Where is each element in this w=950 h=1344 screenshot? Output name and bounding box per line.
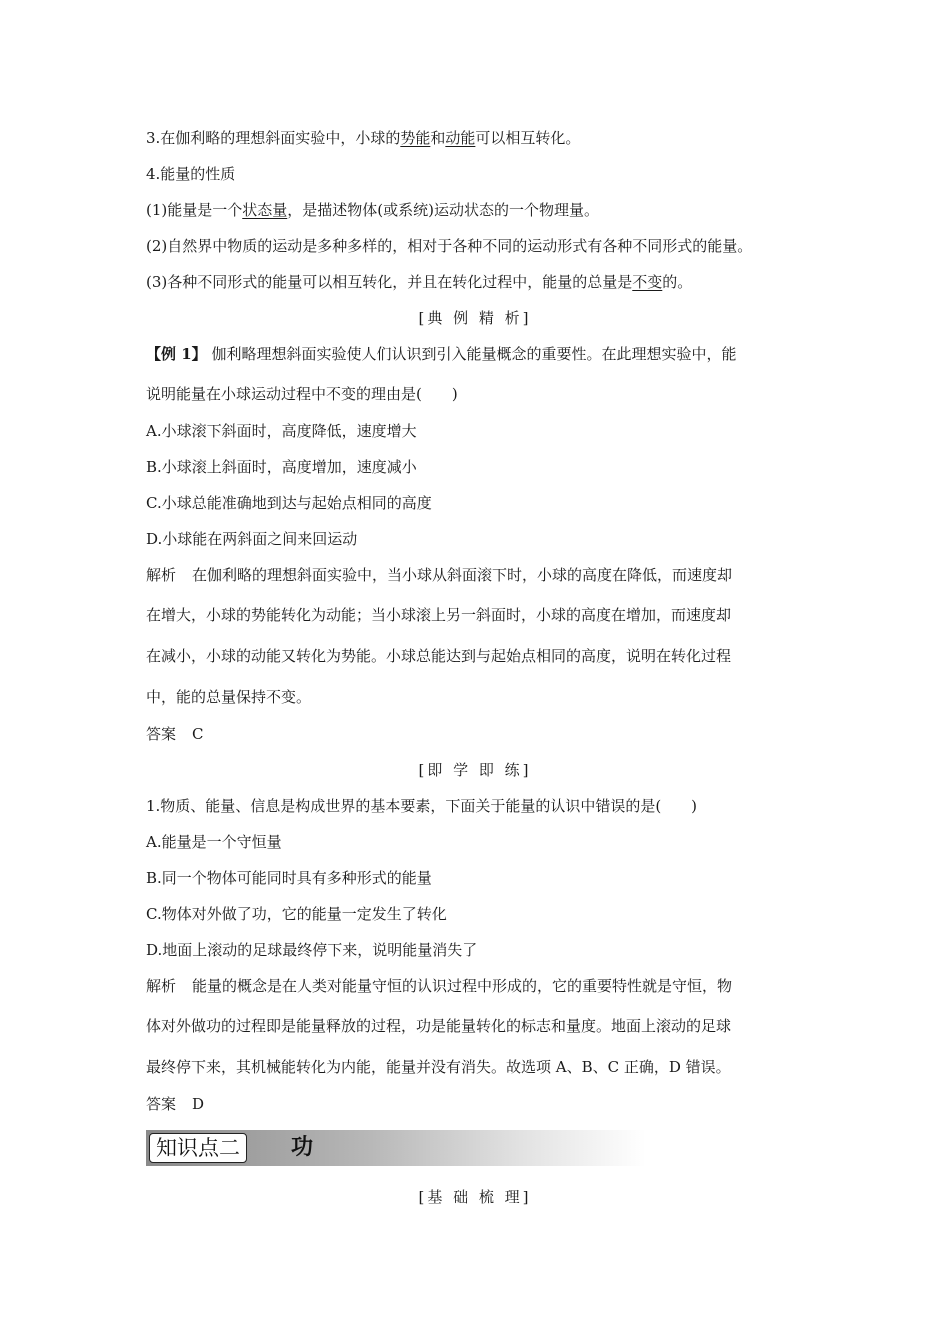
example-1-option-d: D.小球能在两斜面之间来回运动 xyxy=(146,530,358,548)
knowledge-point-label: 知识点二 xyxy=(149,1133,247,1163)
item-3-line xyxy=(146,128,580,148)
question-1-analysis-line-1 xyxy=(146,976,732,996)
property-3-text-b: 的。 xyxy=(662,273,693,291)
example-1-option-a: A.小球滚下斜面时，高度降低，速度增大 xyxy=(146,422,417,440)
question-1-option-a: A.能量是一个守恒量 xyxy=(146,833,282,851)
example-1-stem-line-1 xyxy=(146,344,736,364)
example-1-analysis-line-4: 中，能的总量保持不变。 xyxy=(146,688,312,706)
question-1-option-b: B.同一个物体可能同时具有多种形式的能量 xyxy=(146,869,432,887)
unchanged-underlined: 不变 xyxy=(632,273,663,291)
item-3-text-a: 3.在伽利略的理想斜面实验中，小球的 xyxy=(146,129,401,147)
knowledge-point-banner xyxy=(146,1130,646,1166)
property-1-text-b: ，是描述物体(或系统)运动状态的一个物理量。 xyxy=(287,201,599,219)
example-1-option-b: B.小球滚上斜面时，高度增加，速度减小 xyxy=(146,458,417,476)
example-section-header: [典 例 精 析] xyxy=(418,309,532,327)
item-3-text-b: 和 xyxy=(430,129,446,147)
potential-energy-underlined: 势能 xyxy=(400,129,431,147)
example-1-analysis-line-3: 在减小，小球的动能又转化为势能。小球总能达到与起始点相同的高度，说明在转化过程 xyxy=(146,647,732,665)
example-1-answer-line xyxy=(146,724,204,744)
example-1-stem-1: 伽利略理想斜面实验使人们认识到引入能量概念的重要性。在此理想实验中，能 xyxy=(211,345,737,363)
question-1-stem: 1.物质、能量、信息是构成世界的基本要素，下面关于能量的认识中错误的是( ) xyxy=(146,797,698,815)
knowledge-point-title: 功 xyxy=(291,1135,314,1160)
example-1-analysis-line-1 xyxy=(146,565,732,585)
example-1-stem-line-2: 说明能量在小球运动过程中不变的理由是( ) xyxy=(146,385,458,403)
basics-section-header: [基 础 梳 理] xyxy=(418,1188,532,1206)
property-3-line xyxy=(146,272,692,292)
question-1-analysis-1: 能量的概念是在人类对能量守恒的认识过程中形成的，它的重要特性就是守恒，物 xyxy=(192,977,733,995)
question-1-answer-line xyxy=(146,1094,204,1114)
item-3-text-c: 可以相互转化。 xyxy=(475,129,581,147)
example-1-answer-label: 答案 xyxy=(146,725,177,743)
question-1-analysis-label: 解析 xyxy=(146,977,177,995)
example-1-analysis-1: 在伽利略的理想斜面实验中，当小球从斜面滚下时，小球的高度在降低，而速度却 xyxy=(192,566,733,584)
property-3-text-a: (3)各种不同形式的能量可以相互转化，并且在转化过程中，能量的总量是 xyxy=(146,273,633,291)
question-1-option-c: C.物体对外做了功，它的能量一定发生了转化 xyxy=(146,905,447,923)
question-1-option-d: D.地面上滚动的足球最终停下来，说明能量消失了 xyxy=(146,941,478,959)
property-2-line: (2)自然界中物质的运动是多种多样的，相对于各种不同的运动形式有各种不同形式的能量。 xyxy=(146,237,753,255)
property-1-line xyxy=(146,200,599,220)
practice-section-header: [即 学 即 练] xyxy=(418,761,532,779)
example-1-tag: 【例 1】 xyxy=(146,345,207,363)
question-1-answer: D xyxy=(192,1095,205,1113)
property-1-text-a: (1)能量是一个 xyxy=(146,201,243,219)
example-1-analysis-line-2: 在增大，小球的势能转化为动能；当小球滚上另一斜面时，小球的高度在增加，而速度却 xyxy=(146,606,732,624)
example-1-answer: C xyxy=(192,725,204,743)
item-4-heading: 4.能量的性质 xyxy=(146,165,236,183)
question-1-analysis-line-3: 最终停下来，其机械能转化为内能，能量并没有消失。故选项 A、B、C 正确，D 错误。 xyxy=(146,1058,731,1076)
example-1-option-c: C.小球总能准确地到达与起始点相同的高度 xyxy=(146,494,432,512)
kinetic-energy-underlined: 动能 xyxy=(445,129,476,147)
question-1-answer-label: 答案 xyxy=(146,1095,177,1113)
state-quantity-underlined: 状态量 xyxy=(242,201,288,219)
example-1-analysis-label: 解析 xyxy=(146,566,177,584)
question-1-analysis-line-2: 体对外做功的过程即是能量释放的过程，功是能量转化的标志和量度。地面上滚动的足球 xyxy=(146,1017,732,1035)
